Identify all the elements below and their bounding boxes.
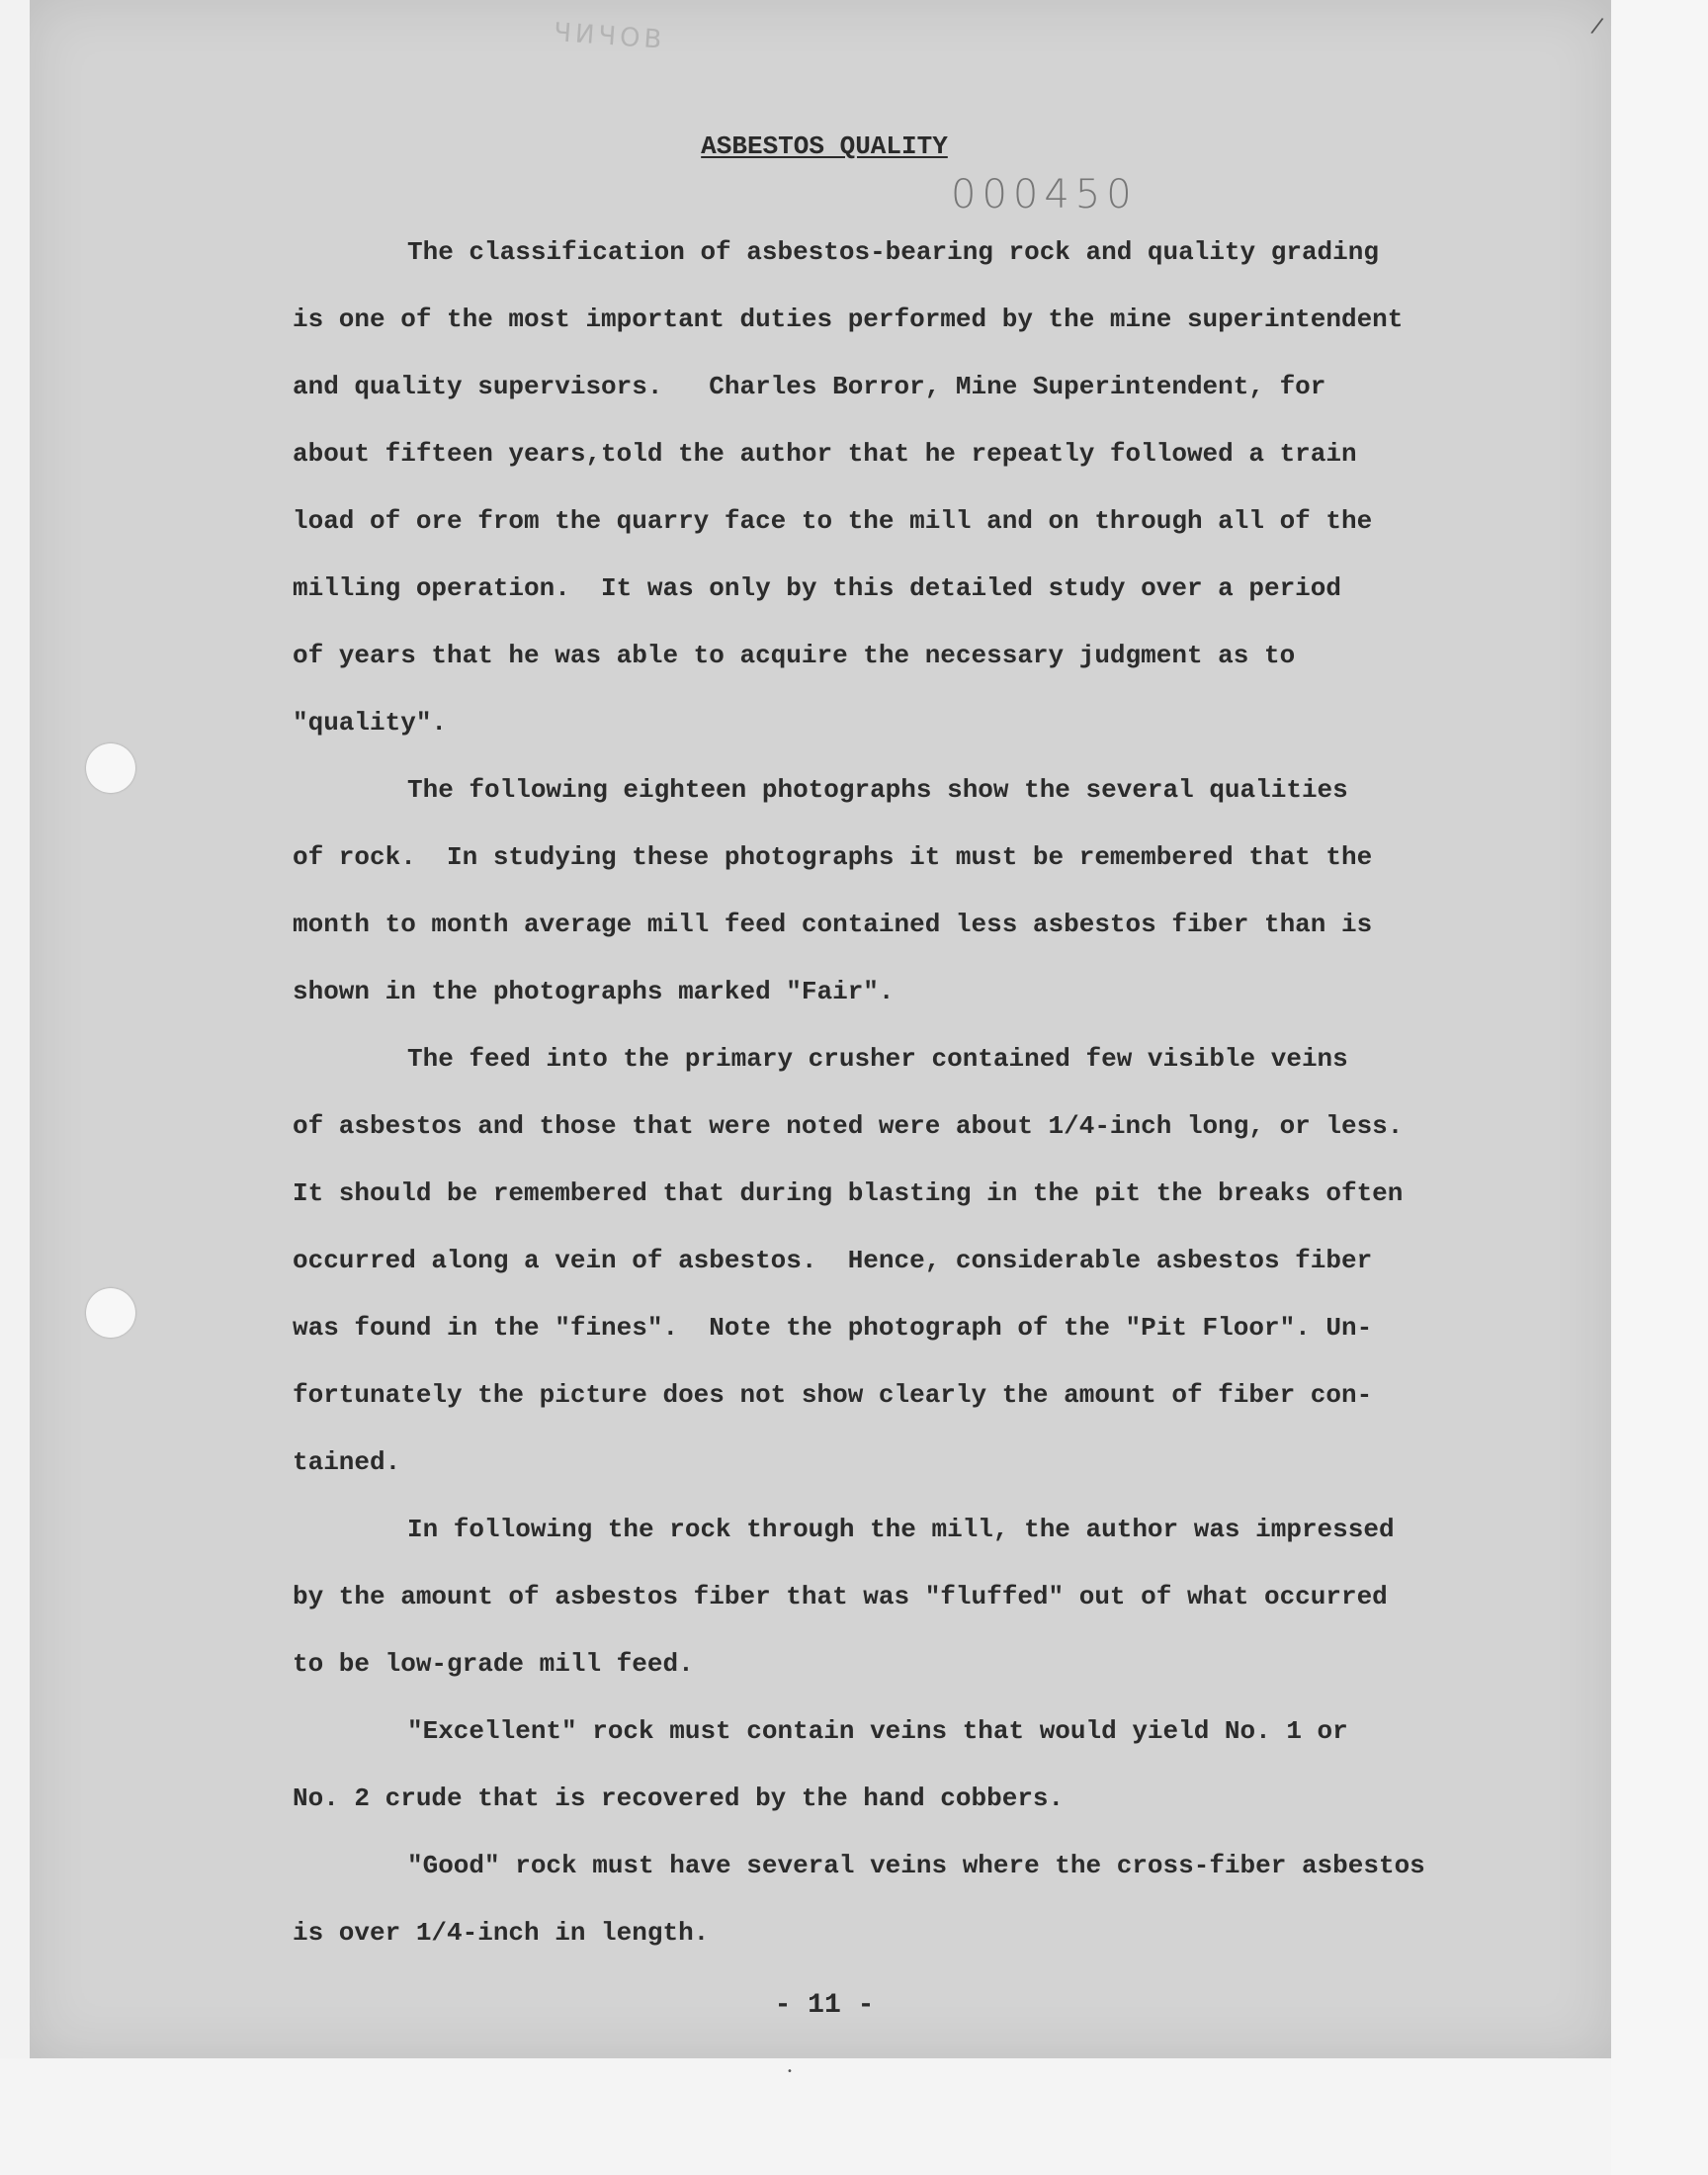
text-line: load of ore from the quarry face to the mill and on through all of the <box>293 506 1373 536</box>
body-text <box>293 229 1518 1977</box>
punch-hole-top <box>86 743 135 793</box>
page-title: ASBESTOS QUALITY <box>701 131 948 161</box>
text-line: occurred along a vein of asbestos. Hence, considerable asbestos fiber <box>293 1246 1373 1275</box>
scan-right-margin <box>1611 0 1708 2175</box>
corner-mark: / <box>1588 13 1605 40</box>
text-line: milling operation. It was only by this detailed study over a period <box>293 573 1341 603</box>
text-line: about fifteen years,told the author that he repeatly followed a train <box>293 439 1357 469</box>
text-line: was found in the "fines". Note the photograph of the "Pit Floor". Un- <box>293 1313 1373 1343</box>
faded-stamp: ЧИЧОВ <box>553 18 667 55</box>
text-line: of rock. In studying these photographs it must be remembered that the <box>293 842 1373 872</box>
page-number: - 11 - <box>774 1990 875 2021</box>
speck-mark: • <box>787 2066 793 2077</box>
text-line: and quality supervisors. Charles Borror, Mine Superintendent, for <box>293 372 1326 401</box>
text-line: of years that he was able to acquire the necessary judgment as to <box>293 641 1296 670</box>
text-line: shown in the photographs marked "Fair". <box>293 977 895 1006</box>
text-line: "quality". <box>293 708 448 738</box>
text-line: to be low-grade mill feed. <box>293 1649 694 1679</box>
text-line: fortunately the picture does not show clearly the amount of fiber con- <box>293 1380 1373 1410</box>
text-line: by the amount of asbestos fiber that was "fluffed" out of what occurred <box>293 1582 1388 1611</box>
text-line: It should be remembered that during blasting in the pit the breaks often <box>293 1178 1404 1208</box>
text-line: is over 1/4-inch in length. <box>293 1918 710 1948</box>
text-line: month to month average mill feed contained less asbestos fiber than is <box>293 910 1373 939</box>
text-line: is one of the most important duties performed by the mine superintendent <box>293 304 1404 334</box>
text-line: "Good" rock must have several veins where the cross-fiber asbestos <box>407 1851 1425 1880</box>
text-line: of asbestos and those that were noted were about 1/4-inch long, or less. <box>293 1111 1404 1141</box>
document-number-stamp: 000450 <box>951 172 1138 218</box>
scan-bottom-margin <box>0 2058 1611 2175</box>
text-line: No. 2 crude that is recovered by the hand cobbers. <box>293 1784 1065 1813</box>
text-line: The following eighteen photographs show the several qualities <box>407 775 1348 805</box>
scan-left-margin <box>0 0 30 2058</box>
text-line: In following the rock through the mill, the author was impressed <box>407 1515 1395 1544</box>
text-line: The feed into the primary crusher contained few visible veins <box>407 1044 1348 1074</box>
text-line: "Excellent" rock must contain veins that would yield No. 1 or <box>407 1716 1348 1746</box>
punch-hole-bottom <box>86 1288 135 1338</box>
text-line: tained. <box>293 1447 401 1477</box>
text-line: The classification of asbestos-bearing rock and quality grading <box>407 237 1379 267</box>
